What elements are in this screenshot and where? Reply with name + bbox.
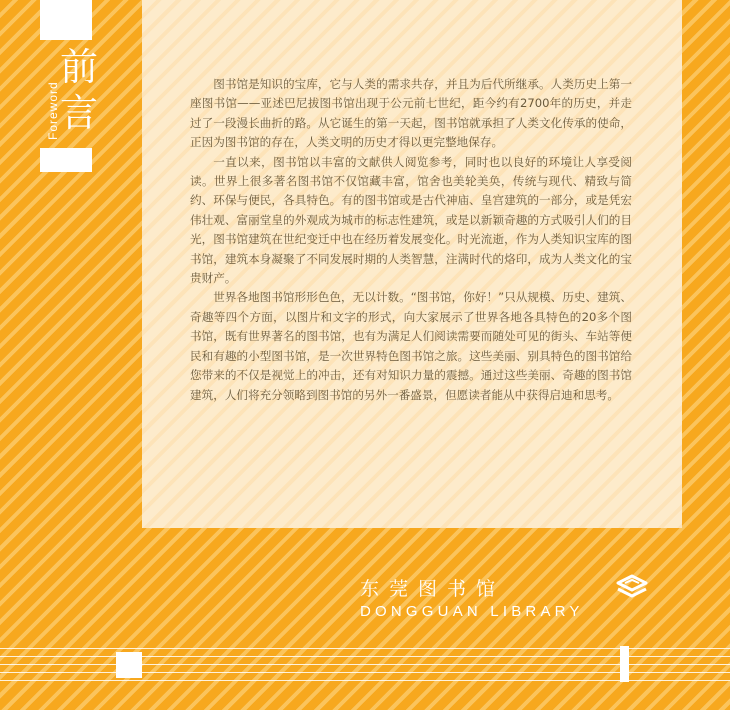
title-char: 言 bbox=[60, 91, 99, 135]
page-title-english: Foreword bbox=[46, 81, 60, 140]
paragraph: 世界各地图书馆形形色色，无以计数。“图书馆，你好！”只从规模、历史、建筑、奇趣等四个方面，以图片和文字的形式，向大家展示了世界各地各具特色的20多个图书馆，既有世界著名的图书馆，也有为满足人们阅读需要而随处可见的街头、车站等便民和有趣的小型图书馆，是一次世界特色图书馆之旅。这些美丽、别具特色的图书馆给您带来的不仅是视觉上的冲击，还有对知识力量的震撼。通过这些美丽、奇趣的图书馆建筑，人们将充分领略到图书馆的另外一番盛景，但愿读者能从中获得启迪和思考。 bbox=[190, 290, 632, 402]
paragraph: 一直以来，图书馆以丰富的文献供人阅览参考，同时也以良好的环境让人享受阅读。世界上很多著名图书馆不仅馆藏丰富，馆舍也美轮美奂，传统与现代、精致与简约、环保与便民，各具特色。有的图书馆或是古代神庙、皇宫建筑的一部分，或是凭宏伟壮观、富丽堂皇的外观成为城市的标志性建筑，或是以新颖奇趣的方式吸引人们的目光，图书馆建筑在世纪变迁中也在经历着发展变化。时光流逝，作为人类知识宝库的图书馆，建筑本身凝聚了不同发展时期的人类智慧，注满时代的烙印，成为人类文化的宝贵财产。 bbox=[190, 154, 632, 286]
staff-bar bbox=[620, 646, 629, 682]
title-char: 前 bbox=[60, 45, 99, 89]
staff-square bbox=[116, 652, 142, 678]
paragraph: 图书馆是知识的宝库，它与人类的需求共存，并且为后代所继承。人类历史上第一座图书馆——亚述巴尼拔图书馆出现于公元前七世纪，距今约有2700年的历史，并走过了一段漫长曲折的路。从它诞生的第一天起，图书馆就承担了人类文化传承的使命，正因为图书馆的存在，人类文明的历史才得以更完整地保存。 bbox=[190, 77, 632, 150]
title-bar-bottom bbox=[40, 148, 92, 172]
library-name-en: DONGGUAN LIBRARY bbox=[360, 603, 584, 620]
foreword-text bbox=[190, 75, 632, 405]
title-bar-top bbox=[40, 0, 92, 40]
page-title bbox=[60, 44, 100, 136]
library-logo-icon bbox=[616, 574, 648, 600]
library-name-cn: 东莞图书馆 bbox=[360, 578, 506, 600]
